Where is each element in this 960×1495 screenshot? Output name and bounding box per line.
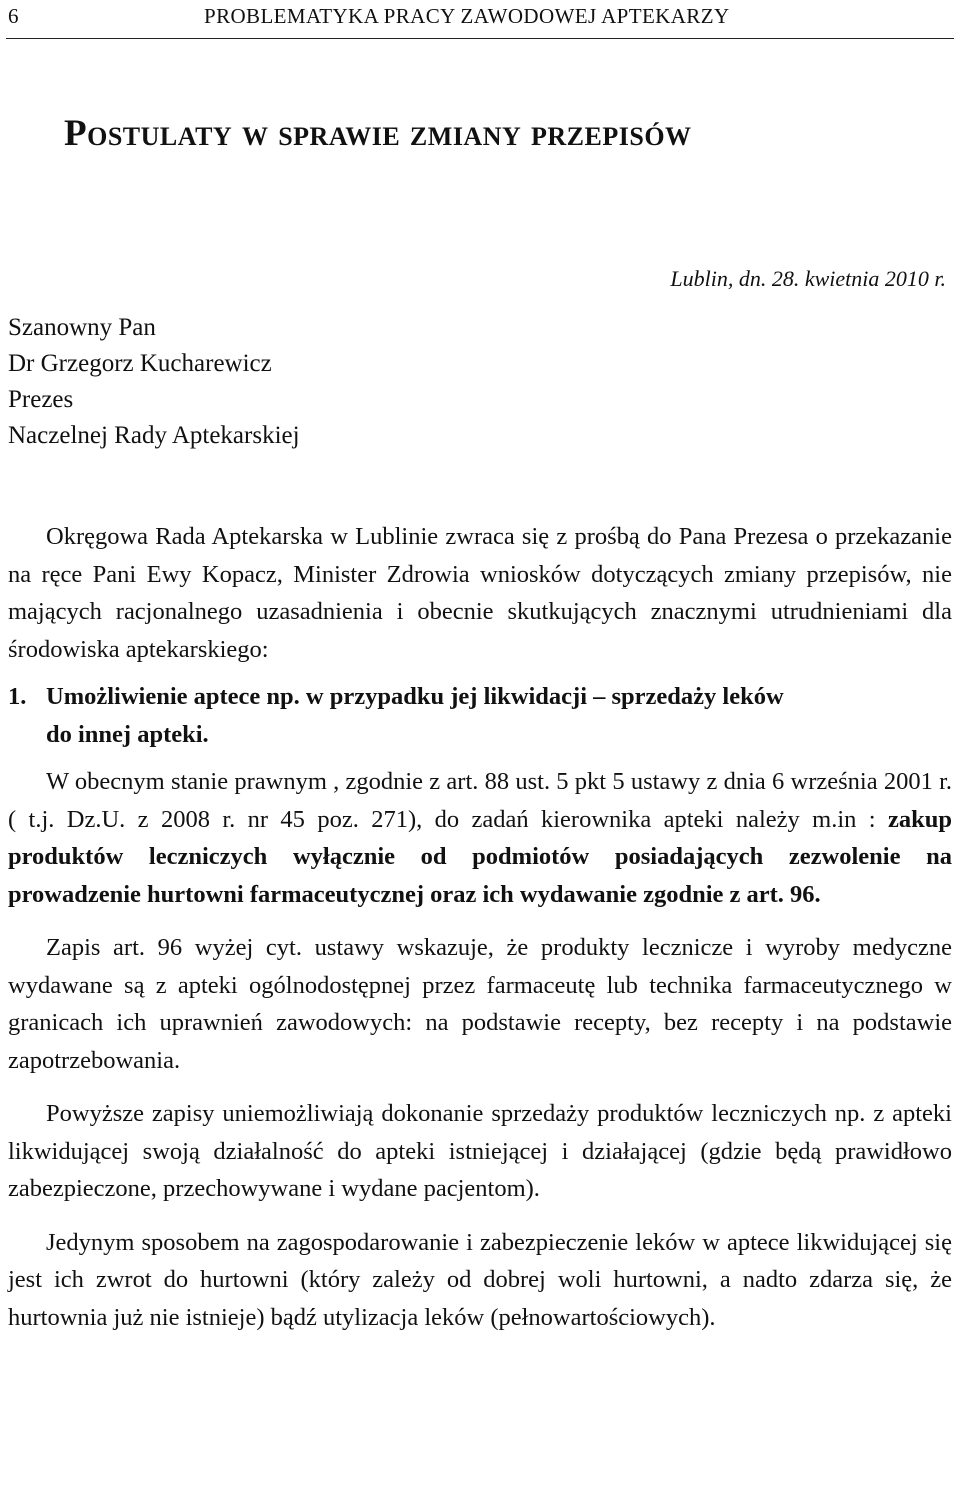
legal-basis-emphasis: zakup produktów leczniczych wyłącznie od podmiotów posiadających zezwolenie na prowadzenie hurtowni farmaceutycznej oraz ich wydawanie zgodnie z art. 96. (8, 805, 952, 908)
recipient-block (8, 310, 300, 454)
running-header (6, 0, 954, 39)
intro-paragraph: Okręgowa Rada Aptekarska w Lublinie zwraca się z prośbą do Pana Prezesa o przekazanie na ręce Pani Ewy Kopacz, Minister Zdrowia wniosków dotyczących zmiany przepisów, nie mających racjonalnego uzasadnienia i obecnie skutkujących znacznymi utrudnieniami dla środowiska aptekarskiego: (8, 523, 952, 663)
item-number: 1. (8, 683, 27, 710)
letter-body (8, 518, 952, 1336)
document-title: Postulaty w sprawie zmiany przepisów (64, 113, 692, 154)
paragraph-disposal: Jedynym sposobem na zagospodarowanie i zabezpieczenie leków w aptece likwidującej się jest ich zwrot do hurtowni (który zależy od dobrej woli hurtowni, a nadto zdarza się, że hurtownia już nie istnieje) bądź utylizacja leków (pełnowartościowych). (8, 1228, 952, 1331)
paragraph-article-96: Zapis art. 96 wyżej cyt. ustawy wskazuje, że produkty lecznicze i wyroby medyczne wydawane są z apteki ogólnodostępnej przez farmaceutę lub technika farmaceutycznego w granicach ich uprawnień zawodowych: na podstawie recepty, bez recepty i na podstawie zapotrzebowania. (8, 934, 952, 1074)
paragraph-consequence: Powyższe zapisy uniemożliwiają dokonanie sprzedaży produktów leczniczych np. z apteki likwidującej swoją działalność do apteki istniejącej i działającej (gdzie będą prawidłowo zabezpieczone, przechowywane i wydane pacjentom). (8, 1100, 952, 1202)
paragraph-legal-basis (8, 763, 952, 913)
recipient-position: Prezes (8, 386, 74, 413)
recipient-organization: Naczelnej Rady Aptekarskiej (8, 422, 300, 449)
recipient-salutation: Szanowny Pan (8, 314, 156, 341)
running-title: PROBLEMATYKA PRACY ZAWODOWEJ APTEKARZY (204, 4, 730, 28)
item-heading: Umożliwienie aptece np. w przypadku jej likwidacji – sprzedaży leków (46, 683, 784, 710)
item-heading-continuation: do innej apteki. (46, 720, 209, 748)
letter-date: Lublin, dn. 28. kwietnia 2010 r. (670, 266, 946, 291)
page-number: 6 (8, 4, 19, 28)
request-item-1 (8, 678, 952, 753)
recipient-name: Dr Grzegorz Kucharewicz (8, 350, 272, 377)
legal-basis-text: W obecnym stanie prawnym , zgodnie z art. 88 ust. 5 pkt 5 ustawy z dnia 6 września 2001 r. ( t.j. Dz.U. z 2008 r. nr 45 poz. 271), do zadań kierownika apteki należy m.in : (8, 768, 952, 833)
